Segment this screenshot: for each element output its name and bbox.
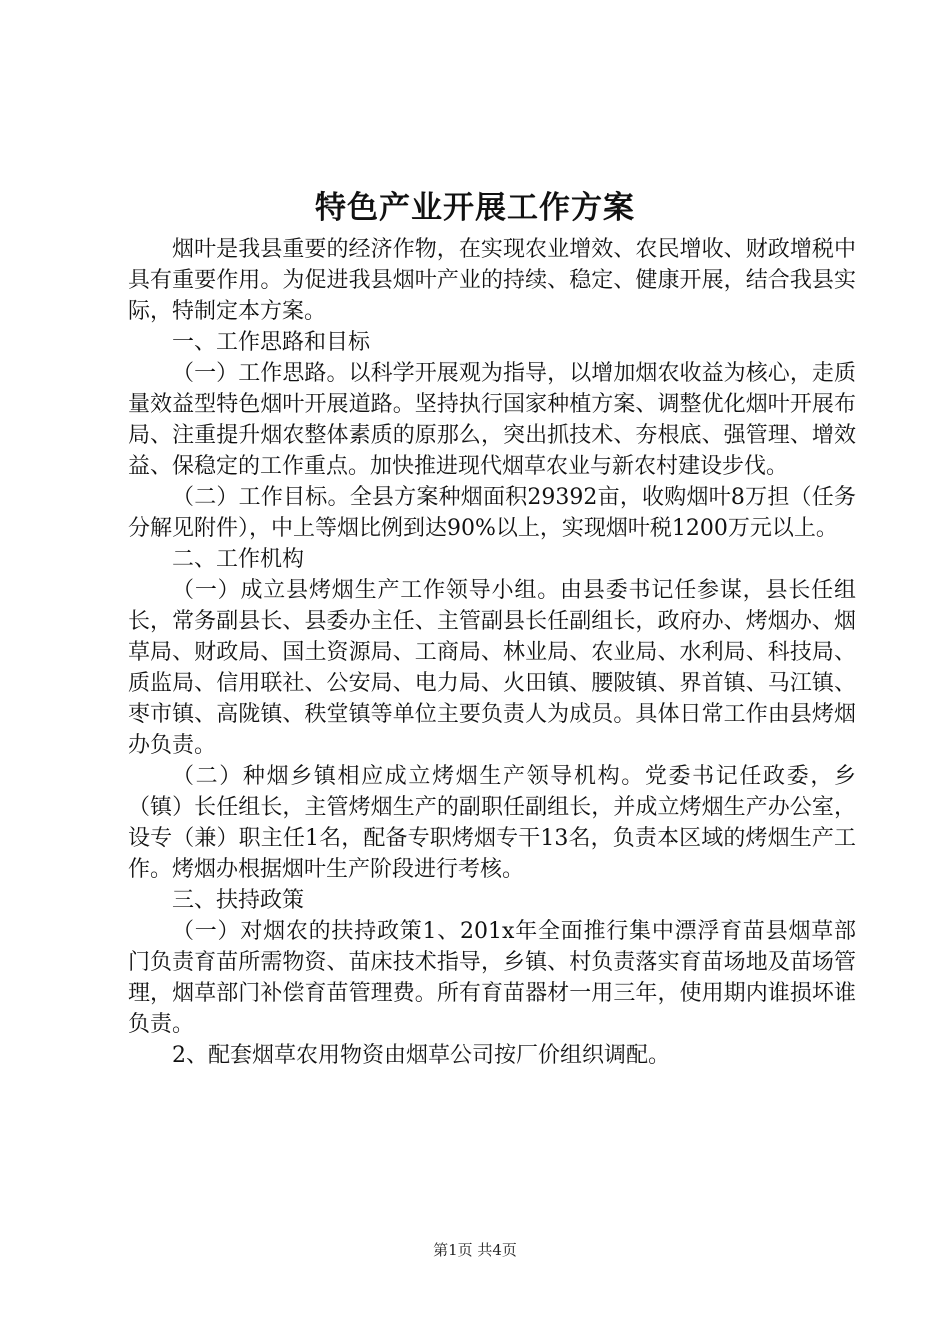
section-heading-3: 三、扶持政策 bbox=[172, 888, 305, 913]
paragraph-work-goal: （二）工作目标。全县方案种烟面积29392亩，收购烟叶8万担（任务分解见附件），中上等烟比例到达90%以上，实现烟叶税1200万元以上。 bbox=[128, 485, 856, 541]
document-body bbox=[128, 234, 856, 1071]
paragraph-work-idea: （一）工作思路。以科学开展观为指导，以增加烟农收益为核心，走质量效益型特色烟叶开展道路。坚持执行国家种植方案、调整优化烟叶开展布局、注重提升烟农整体素质的原那么，突出抓技术、夯根底、强管理、增效益、保稳定的工作重点。加快推进现代烟草农业与新农村建设步伐。 bbox=[128, 361, 856, 479]
paragraph-supplies: 2、配套烟草农用物资由烟草公司按厂价组织调配。 bbox=[172, 1043, 670, 1068]
paragraph-town-group: （二）种烟乡镇相应成立烤烟生产领导机构。党委书记任政委，乡（镇）长任组长，主管烤烟生产的副职任副组长，并成立烤烟生产办公室，设专（兼）职主任1名，配备专职烤烟专干13名，负责本区域的烤烟生产工作。烤烟办根据烟叶生产阶段进行考核。 bbox=[128, 764, 856, 882]
section-heading-2: 二、工作机构 bbox=[172, 547, 305, 572]
section-heading-1: 一、工作思路和目标 bbox=[172, 330, 371, 355]
page-number-footer: 第1页 共4页 bbox=[433, 1241, 517, 1259]
paragraph-intro: 烟叶是我县重要的经济作物，在实现农业增效、农民增收、财政增税中具有重要作用。为促进我县烟叶产业的持续、稳定、健康开展，结合我县实际，特制定本方案。 bbox=[128, 237, 856, 324]
document-title: 特色产业开展工作方案 bbox=[315, 190, 635, 226]
paragraph-county-group: （一）成立县烤烟生产工作领导小组。由县委书记任参谋，县长任组长，常务副县长、县委办主任、主管副县长任副组长，政府办、烤烟办、烟草局、财政局、国土资源局、工商局、林业局、农业局、水利局、科技局、质监局、信用联社、公安局、电力局、火田镇、腰陂镇、界首镇、马江镇、枣市镇、高陇镇、秩堂镇等单位主要负责人为成员。具体日常工作由县烤烟办负责。 bbox=[128, 578, 856, 758]
paragraph-farmer-support: （一）对烟农的扶持政策1、201x年全面推行集中漂浮育苗县烟草部门负责育苗所需物资、苗床技术指导，乡镇、村负责落实育苗场地及苗场管理，烟草部门补偿育苗管理费。所有育苗器材一用三年，使用期内谁损坏谁负责。 bbox=[128, 919, 856, 1037]
